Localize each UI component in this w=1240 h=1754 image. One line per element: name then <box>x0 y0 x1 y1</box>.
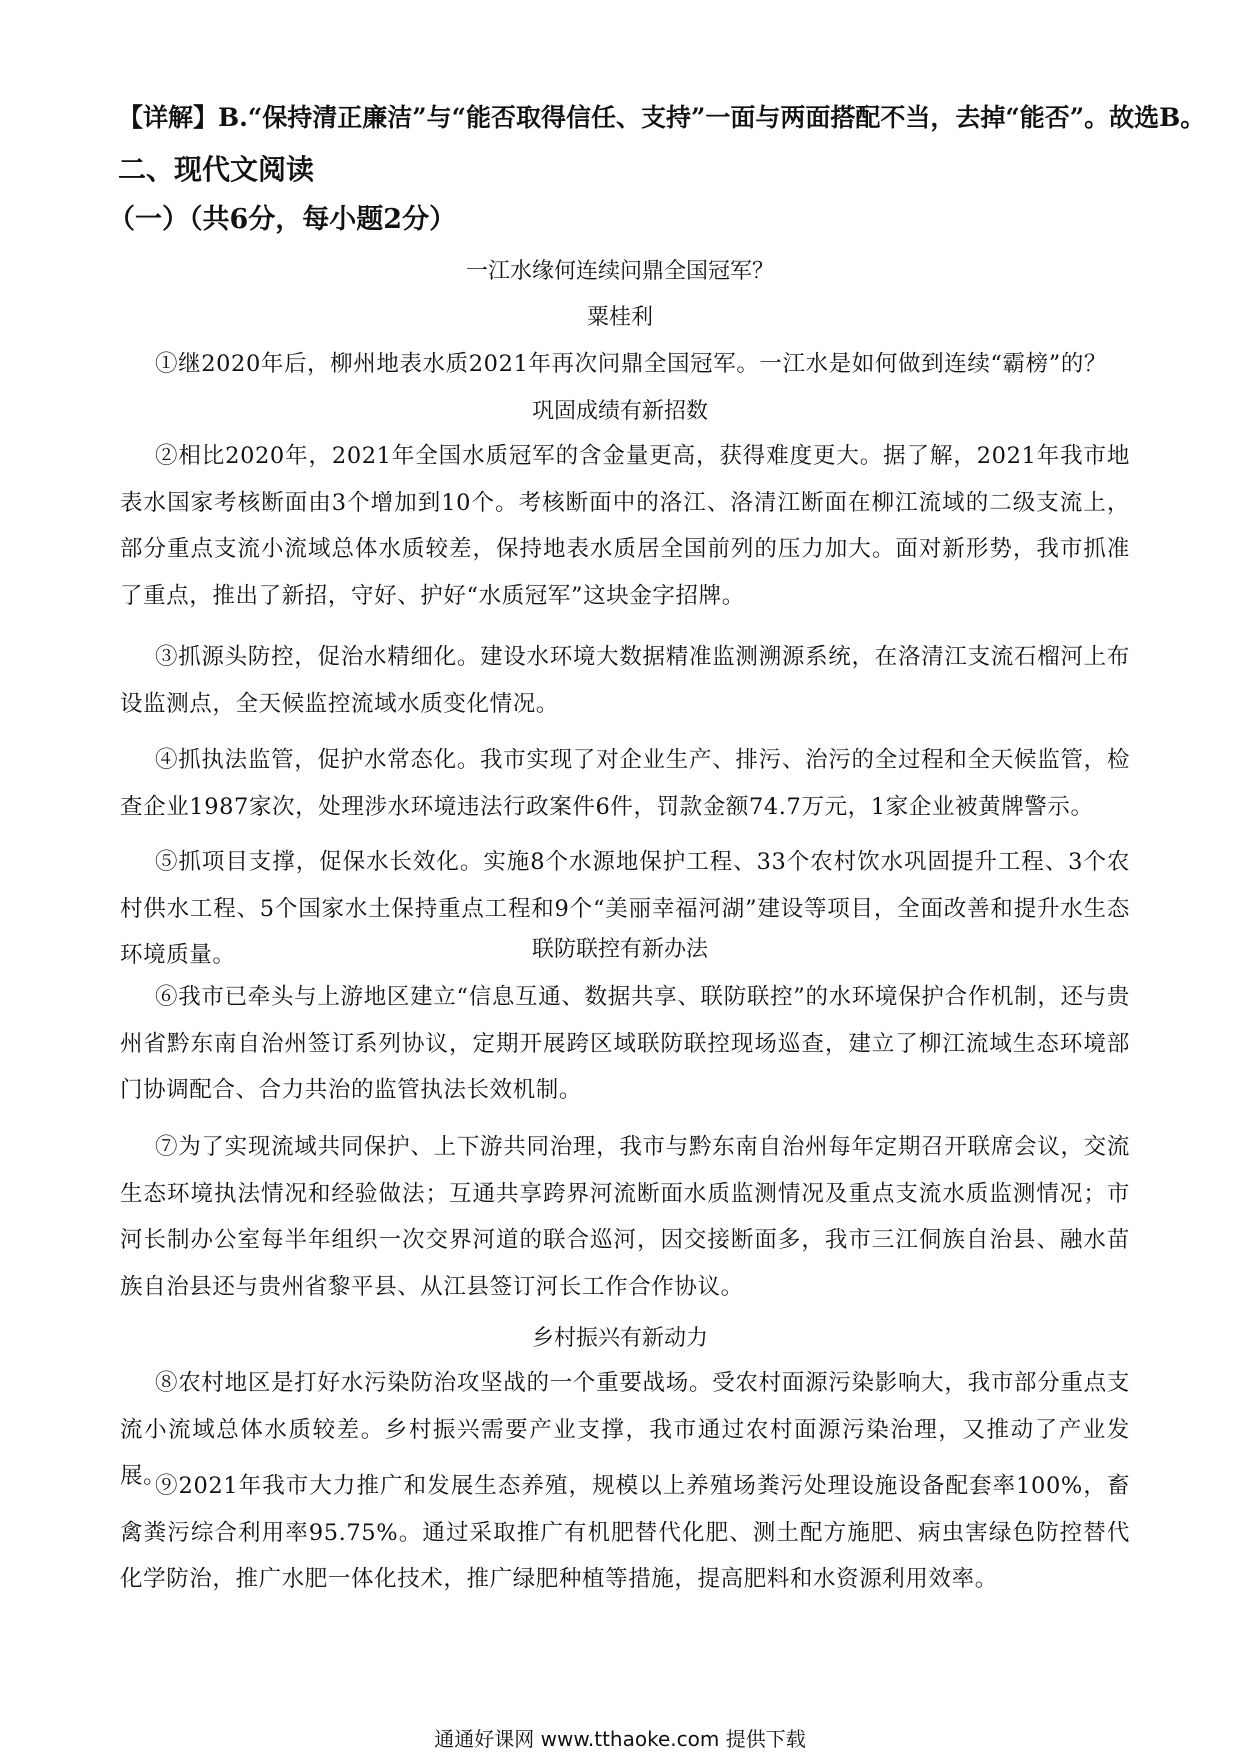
paragraph-4: ④抓执法监管，促护水常态化。我市实现了对企业生产、排污、治污的全过程和全天候监管，检查企业1987家次，处理涉水环境违法行政案件6件，罚款金额74.7万元，1家企业被黄牌警示。 <box>120 747 1130 820</box>
paragraph-1: ①继2020年后，柳州地表水质2021年再次问鼎全国冠军。一江水是如何做到连续“霸榜”的？ <box>155 351 1108 377</box>
footer-source: 通通好课网 www.tthaoke.com 提供下载 <box>434 1727 806 1751</box>
subsection-heading: （一）（共6分，每小题2分） <box>108 204 457 235</box>
subtitle-3: 乡村振兴有新动力 <box>531 1326 708 1351</box>
subtitle-2: 联防联控有新办法 <box>531 937 708 962</box>
paragraph-5: ⑤抓项目支撑，促保水长效化。实施8个水源地保护工程、33个农村饮水巩固提升工程、3个农村供水工程、5个国家水土保持重点工程和9个“美丽幸福河湖”建设等项目，全面改善和提升水生态环境质量。 <box>120 849 1130 969</box>
paragraph-6: ⑥我市已牵头与上游地区建立“信息互通、数据共享、联防联控”的水环境保护合作机制，还与贵州省黔东南自治州签订系列协议，定期开展跨区域联防联控现场巡查，建立了柳江流域生态环境部门协调配合、合力共治的监管执法长效机制。 <box>120 984 1130 1104</box>
paragraph-9: ⑨2021年我市大力推广和发展生态养殖，规模以上养殖场粪污处理设施设备配套率100%，畜禽粪污综合利用率95.75%。通过采取推广有机肥替代化肥、测土配方施肥、病虫害绿色防控替代化学防治，推广水肥一体化技术，推广绿肥种植等措施，提高肥料和水资源利用效率。 <box>120 1473 1130 1593</box>
paragraph-8: ⑧农村地区是打好水污染防治攻坚战的一个重要战场。受农村面源污染影响大，我市部分重点支流小流域总体水质较差。乡村振兴需要产业支撑，我市通过农村面源污染治理，又推动了产业发展。 <box>120 1370 1130 1490</box>
section-heading: 二、现代文阅读 <box>118 153 315 186</box>
article-author: 粟桂利 <box>586 305 653 330</box>
answer-detail: 【详解】B.“保持清正廉洁”与“能否取得信任、支持”一面与两面搭配不当，去掉“能否”。故选B。 <box>118 103 1206 132</box>
subtitle-1: 巩固成绩有新招数 <box>531 399 708 424</box>
paragraph-3: ③抓源头防控，促治水精细化。建设水环境大数据精准监测溯源系统，在洛清江支流石榴河上布设监测点，全天候监控流域水质变化情况。 <box>120 644 1130 717</box>
paragraph-7: ⑦为了实现流域共同保护、上下游共同治理，我市与黔东南自治州每年定期召开联席会议，交流生态环境执法情况和经验做法；互通共享跨界河流断面水质监测情况及重点支流水质监测情况；市河长制办公室每半年组织一次交界河道的联合巡河，因交接断面多，我市三江侗族自治县、融水苗族自治县还与贵州省黎平县、从江县签订河长工作合作协议。 <box>120 1134 1130 1300</box>
paragraph-2: ②相比2020年，2021年全国水质冠军的含金量更高，获得难度更大。据了解，2021年我市地表水国家考核断面由3个增加到10个。考核断面中的洛江、洛清江断面在柳江流域的二级支流上，部分重点支流小流域总体水质较差，保持地表水质居全国前列的压力加大。面对新形势，我市抓准了重点，推出了新招，守好、护好“水质冠军”这块金字招牌。 <box>120 443 1130 609</box>
article-title: 一江水缘何连续问鼎全国冠军？ <box>465 259 774 284</box>
